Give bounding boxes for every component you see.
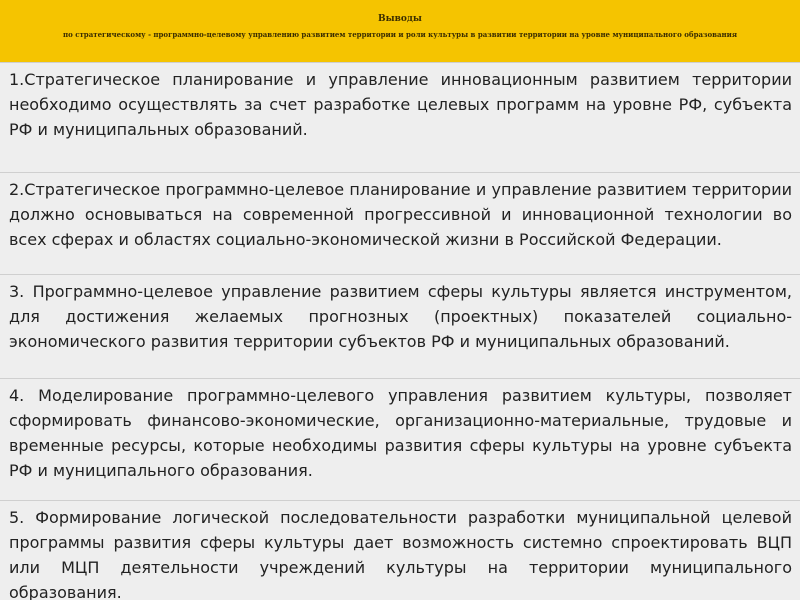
conclusion-item-5: 5. Формирование логической последовательности разработки муниципальной целевой программы развития сферы культуры дает возможность системно спроектировать ВЦП или МЦП деятельности учреждений культуры на территории муниципального образования.	[0, 500, 800, 600]
conclusion-item-4: 4. Моделирование программно-целевого управления развитием культуры, позволяет сформировать финансово-экономические, организационно-материальные, трудовые и временные ресурсы, которые необходимы развития сферы культуры на уровне субъекта РФ и муниципального образования.	[0, 378, 800, 500]
conclusion-item-3: 3. Программно-целевое управление развитием сферы культуры является инструментом, для достижения желаемых прогнозных (проектных) показателей социально-экономического развития территории субъектов РФ и муниципальных образований.	[0, 274, 800, 378]
slide-title: Выводы	[378, 14, 422, 24]
header-bar	[0, 0, 800, 62]
slide-subtitle: по стратегическому - программно-целевому управлению развитием территории и роли культуры в развитии территории на уровне муниципального образования	[62, 30, 738, 39]
conclusion-item-1: 1.Стратегическое планирование и управление инновационным развитием территории необходимо осуществлять за счет разработке целевых программ на уровне РФ, субъекта РФ и муниципальных образований.	[0, 62, 800, 172]
conclusions-list	[0, 62, 800, 600]
conclusion-item-2: 2.Стратегическое программно-целевое планирование и управление развитием территории должно основываться на современной прогрессивной и инновационной технологии во всех сферах и областях социально-экономической жизни в Российской Федерации.	[0, 172, 800, 274]
